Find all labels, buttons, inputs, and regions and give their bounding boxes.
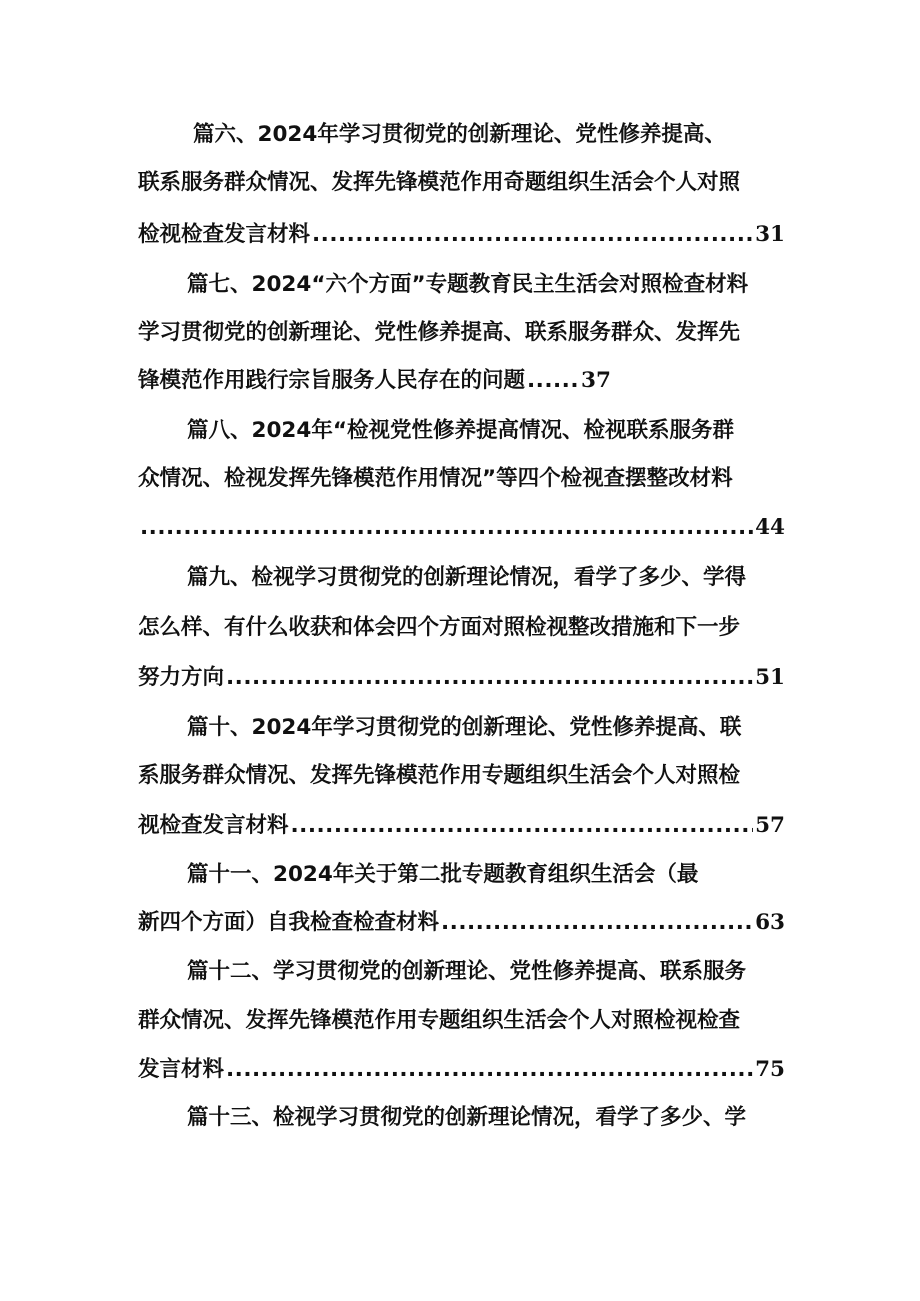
toc-entry-12-line-3 xyxy=(138,1050,785,1090)
toc-entry-7-line-1: 篇七、2024“六个方面”专题教育民主生活会对照检查材料 xyxy=(187,272,749,297)
toc-entry-9-line-3 xyxy=(138,658,785,698)
toc-entry-8-line-1: 篇八、2024年“检视党性修养提高情况、检视联系服务群 xyxy=(187,418,734,443)
toc-entry-9-page-number: 51 xyxy=(755,665,785,690)
toc-entry-6-title-end: 检视检查发言材料 xyxy=(138,222,311,247)
toc-entry-10-line-2: 系服务群众情况、发挥先锋模范作用专题组织生活会个人对照检 xyxy=(138,763,741,788)
toc-entry-12-line-1: 篇十二、学习贯彻党的创新理论、党性修养提高、联系服务 xyxy=(187,959,747,984)
toc-entry-10-title-end: 视检查发言材料 xyxy=(138,813,289,838)
toc-entry-10-page-number: 57 xyxy=(755,813,785,838)
dot-leader xyxy=(291,806,754,846)
toc-entry-9-line-2: 怎么样、有什么收获和体会四个方面对照检视整改措施和下一步 xyxy=(138,615,741,640)
toc-entry-8-page-number: 44 xyxy=(755,515,785,540)
toc-entry-11-line-2 xyxy=(138,903,785,943)
dot-leader xyxy=(527,361,579,401)
toc-entry-7-title-end: 锋模范作用践行宗旨服务人民存在的问题 xyxy=(138,368,526,393)
toc-entry-6-line-1: 篇六、2024年学习贯彻党的创新理论、党性修养提高、 xyxy=(193,122,726,147)
dot-leader xyxy=(226,1050,753,1090)
toc-entry-11-line-1: 篇十一、2024年关于第二批专题教育组织生活会（最 xyxy=(187,862,699,887)
dot-leader xyxy=(140,508,753,548)
toc-entry-7-line-3 xyxy=(138,361,785,401)
dot-leader xyxy=(312,215,753,255)
toc-entry-8-line-3 xyxy=(138,508,785,548)
toc-entry-7-line-2: 学习贯彻党的创新理论、党性修养提高、联系服务群众、发挥先 xyxy=(138,320,741,345)
toc-entry-11-page-number: 63 xyxy=(755,910,785,935)
toc-entry-7-page-number: 37 xyxy=(581,368,611,393)
toc-entry-9-line-1: 篇九、检视学习贯彻党的创新理论情况，看学了多少、学得 xyxy=(187,565,747,590)
toc-entry-9-title-end: 努力方向 xyxy=(138,665,225,690)
toc-entry-12-title-end: 发言材料 xyxy=(138,1057,225,1082)
toc-entry-8-line-2: 众情况、检视发挥先锋模范作用情况”等四个检视查摆整改材料 xyxy=(138,466,733,491)
dot-leader xyxy=(441,903,753,943)
toc-entry-6-line-2: 联系服务群众情况、发挥先锋模范作用奇题组织生活会个人对照 xyxy=(138,170,741,195)
dot-leader xyxy=(226,658,753,698)
toc-entry-12-page-number: 75 xyxy=(755,1057,785,1082)
toc-entry-10-line-1: 篇十、2024年学习贯彻党的创新理论、党性修养提高、联 xyxy=(187,715,742,740)
toc-entry-10-line-3 xyxy=(138,806,785,846)
toc-entry-13-line-1: 篇十三、检视学习贯彻党的创新理论情况，看学了多少、学 xyxy=(187,1105,747,1130)
toc-entry-11-title-end: 新四个方面）自我检查检查材料 xyxy=(138,910,440,935)
toc-entry-12-line-2: 群众情况、发挥先锋模范作用专题组织生活会个人对照检视检查 xyxy=(138,1008,741,1033)
toc-entry-6-line-3 xyxy=(138,215,785,255)
toc-entry-6-page-number: 31 xyxy=(755,222,785,247)
